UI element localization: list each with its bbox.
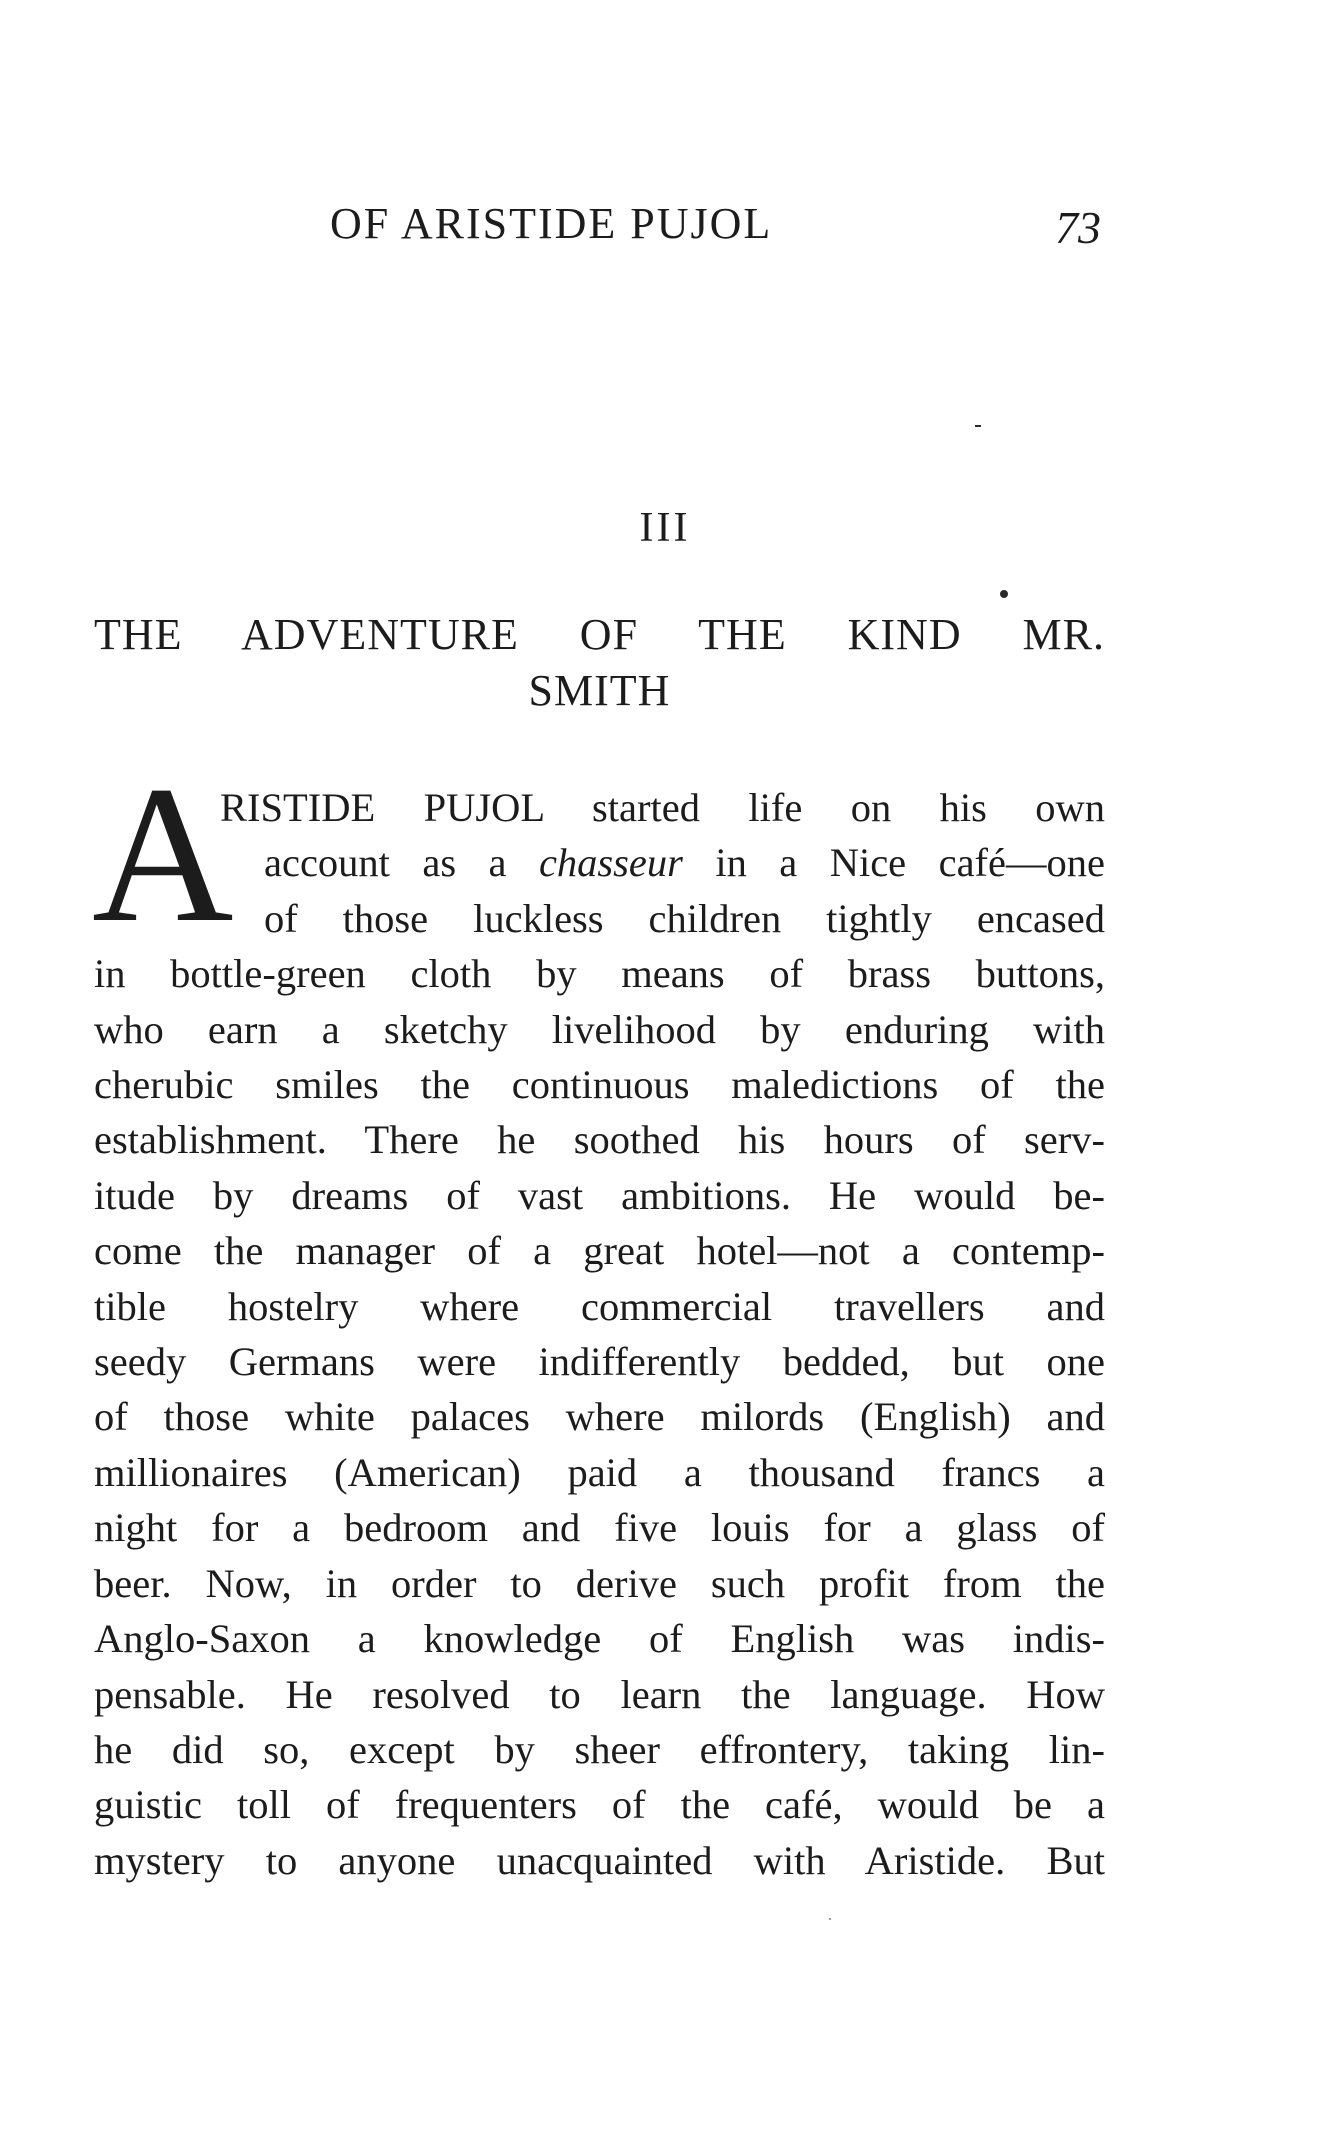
body-text: [94, 780, 1105, 1888]
ink-speck: [1000, 590, 1008, 598]
running-title: OF ARISTIDE PUJOL: [330, 199, 773, 248]
text-line-7: establishment. There he soothed his hours of serv-: [94, 1117, 1105, 1163]
chapter-title-line-2: SMITH: [528, 666, 671, 715]
chapter-title-line-1: THE ADVENTURE OF THE KIND MR.: [94, 610, 1105, 659]
text-line-19: guistic toll of frequenters of the café, would be a: [94, 1782, 1105, 1828]
ink-speck: [975, 425, 981, 427]
text-line-10: tible hostelry where commercial travellers and: [94, 1283, 1105, 1329]
text-line-3: of those luckless children tightly encased: [264, 895, 1105, 941]
drop-cap: A: [92, 746, 234, 963]
text-line-11: seedy Germans were indifferently bedded, but one: [94, 1339, 1105, 1385]
text-line-17: pensable. He resolved to learn the language. How: [94, 1671, 1105, 1717]
text-line-15: beer. Now, in order to derive such profit from the: [94, 1560, 1105, 1606]
ink-speck: [829, 1918, 831, 1920]
text-line-20: mystery to anyone unacquainted with Aristide. But: [94, 1837, 1105, 1883]
text-line-2: account as a chasseur in a Nice café—one: [264, 840, 1105, 886]
chapter-title: [94, 607, 1105, 719]
text-line-6: cherubic smiles the continuous maledictions of the: [94, 1062, 1105, 1108]
text-line-4: in bottle-green cloth by means of brass buttons,: [94, 951, 1105, 997]
text-line-9: come the manager of a great hotel—not a contemp-: [94, 1228, 1105, 1274]
text-line-13: millionaires (American) paid a thousand francs a: [94, 1449, 1105, 1495]
text-line-1: RISTIDE PUJOL started life on his own: [220, 785, 1105, 830]
text-line-12: of those white palaces where milords (English) and: [94, 1394, 1105, 1440]
text-line-16: Anglo-Saxon a knowledge of English was indis-: [94, 1616, 1105, 1662]
text-line-14: night for a bedroom and five louis for a glass of: [94, 1505, 1105, 1551]
text-line-5: who earn a sketchy livelihood by enduring with: [94, 1006, 1105, 1052]
page-number: 73: [1055, 202, 1101, 253]
text-line-18: he did so, except by sheer effrontery, taking lin-: [94, 1726, 1105, 1772]
chapter-number: III: [639, 505, 691, 551]
running-head: [0, 196, 1330, 256]
text-line-8: itude by dreams of vast ambitions. He would be-: [94, 1172, 1105, 1218]
